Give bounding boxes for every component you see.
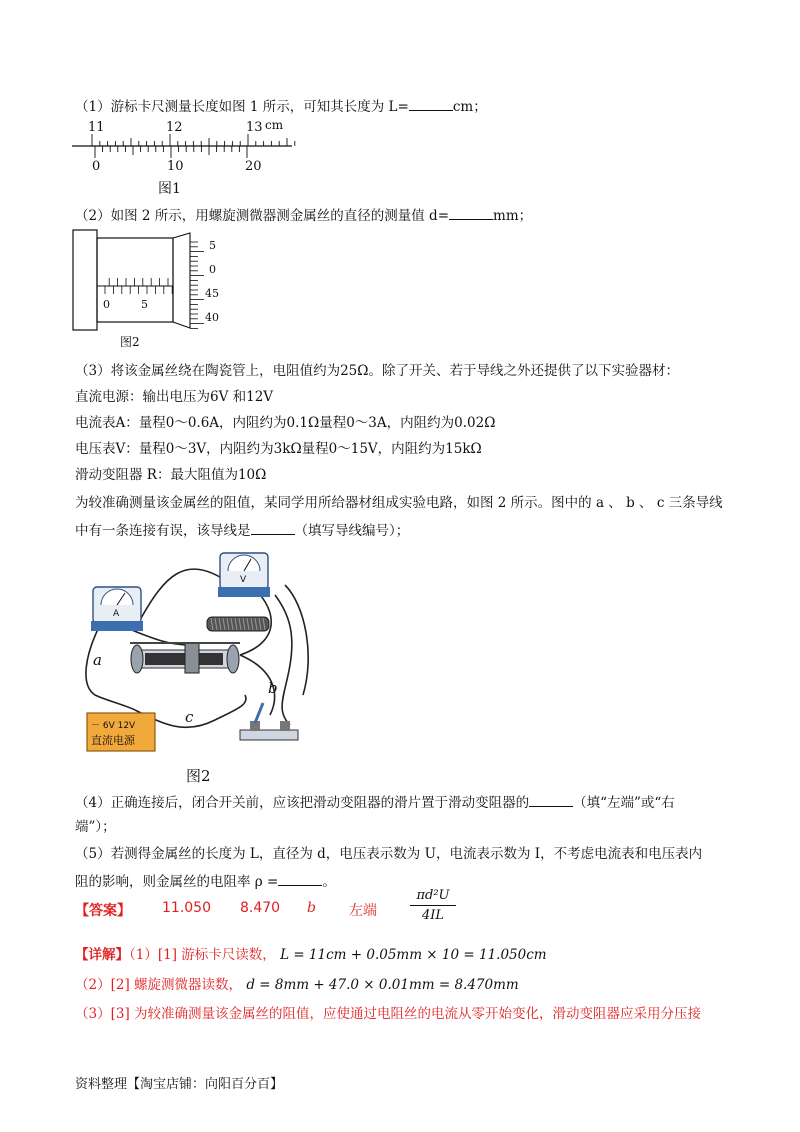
- detail-formula-2: d = 8mm + 47.0 × 0.01mm = 8.470mm: [246, 977, 519, 993]
- detail-formula-1: L = 11cm + 0.05mm × 10 = 11.050cm: [280, 947, 547, 963]
- fraction-numerator: πd²U: [410, 888, 456, 906]
- thimble-label: 0: [209, 263, 216, 276]
- answer-4: 左端: [349, 903, 377, 919]
- supply-top-label: － 6V 12V: [91, 721, 136, 731]
- q5-blank: [278, 871, 322, 886]
- thimble-label: 40: [205, 311, 219, 324]
- sleeve-label: 0: [103, 298, 110, 311]
- q2-text: （2）如图 2 所示，用螺旋测微器测金属丝的直径的测量值 d= mm；: [75, 205, 532, 225]
- power-supply-icon: [87, 713, 155, 751]
- unit-label: cm: [265, 118, 284, 132]
- micrometer-figure: [72, 228, 242, 333]
- q3-line6: 为较准确测量该金属丝的阻值，某同学用所给器材组成实验电路，如图 2 所示。图中的 a 、 b 、 c 三条导线: [75, 495, 723, 511]
- q5-line2: 阻的影响，则金属丝的电阻率 ρ = 。: [75, 871, 336, 891]
- q3-line7: 中有一条连接有误，该导线是 （填写导线编号）；: [75, 520, 409, 540]
- circuit-figure: [75, 545, 325, 755]
- q1-blank: [409, 96, 453, 111]
- ammeter-icon: [91, 587, 143, 631]
- supply-name-label: 直流电源: [91, 734, 135, 747]
- switch-icon: [240, 703, 298, 740]
- main-scale-label: 13: [246, 120, 263, 135]
- q3-line3: 电流表A：量程0～0.6A，内阻约为0.1Ω量程0～3A，内阻约为0.02Ω: [75, 415, 496, 431]
- ammeter-label: A: [113, 609, 120, 619]
- detail-line3: （3）[3] 为较准确测量该金属丝的阻值，应使通过电阻丝的电流从零开始变化，滑动变阻器应采用分压接: [75, 1006, 702, 1022]
- coil-resistor-icon: [207, 617, 269, 631]
- wire-c-label: c: [185, 708, 194, 726]
- detail-line1: 【详解】（1）[1] 游标卡尺读数， L = 11cm + 0.05mm × 10 = 11.050cm: [75, 947, 547, 963]
- circuit-caption: 图2: [186, 767, 211, 785]
- q4-line1: （4）正确连接后，闭合开关前，应该把滑动变阻器的滑片置于滑动变阻器的 （填“左端”或“右: [75, 792, 675, 812]
- voltmeter-label: V: [240, 575, 247, 585]
- q4-blank: [529, 792, 573, 807]
- answer-label: 【答案】: [75, 903, 131, 919]
- q3-line5: 滑动变阻器 R：最大阻值为10Ω: [75, 467, 267, 483]
- vernier-caliper-figure: [70, 116, 300, 196]
- wire-b-label: b: [268, 679, 278, 697]
- wire-a-label: a: [93, 651, 102, 669]
- fraction-denominator: 4IL: [421, 908, 445, 923]
- q3-line4: 电压表V：量程0～3V，内阻约为3kΩ量程0～15V，内阻约为15kΩ: [75, 441, 482, 457]
- main-scale-label: 12: [166, 120, 183, 135]
- fig2-caption: 图2: [120, 335, 140, 349]
- q4-line2: 端”）；: [75, 819, 116, 835]
- vernier-label: 0: [92, 159, 101, 174]
- detail-line2: （2）[2] 螺旋测微器读数， d = 8mm + 47.0 × 0.01mm = 8.470mm: [75, 977, 519, 993]
- thimble-label: 5: [209, 239, 216, 252]
- q2-blank: [449, 205, 493, 220]
- thimble-label: 45: [205, 287, 219, 300]
- q1-text: （1）游标卡尺测量长度如图 1 所示，可知其长度为 L= cm；: [75, 96, 487, 116]
- answer-3: b: [307, 900, 316, 916]
- voltmeter-icon: [218, 553, 270, 597]
- vernier-label: 10: [167, 159, 184, 174]
- answer-2: 8.470: [240, 900, 281, 916]
- sleeve-label: 5: [141, 298, 148, 311]
- main-scale-label: 11: [88, 120, 105, 135]
- rheostat-icon: [130, 643, 240, 673]
- answer-1: 11.050: [162, 900, 211, 916]
- answer-5-fraction: [410, 888, 456, 923]
- q3-blank: [251, 520, 295, 535]
- vernier-label: 20: [245, 159, 262, 174]
- q3-line2: 直流电源：输出电压为6V 和12V: [75, 389, 274, 405]
- footer-text: 资料整理【淘宝店铺：向阳百分百】: [75, 1077, 284, 1092]
- q3-line1: （3）将该金属丝绕在陶瓷管上，电阻值约为25Ω。除了开关、若于导线之外还提供了以下实验器材：: [75, 363, 679, 379]
- q5-line1: （5）若测得金属丝的长度为 L，直径为 d，电压表示数为 U，电流表示数为 I，不考虑电流表和电压表内: [75, 846, 703, 862]
- fig1-caption: 图1: [158, 181, 181, 197]
